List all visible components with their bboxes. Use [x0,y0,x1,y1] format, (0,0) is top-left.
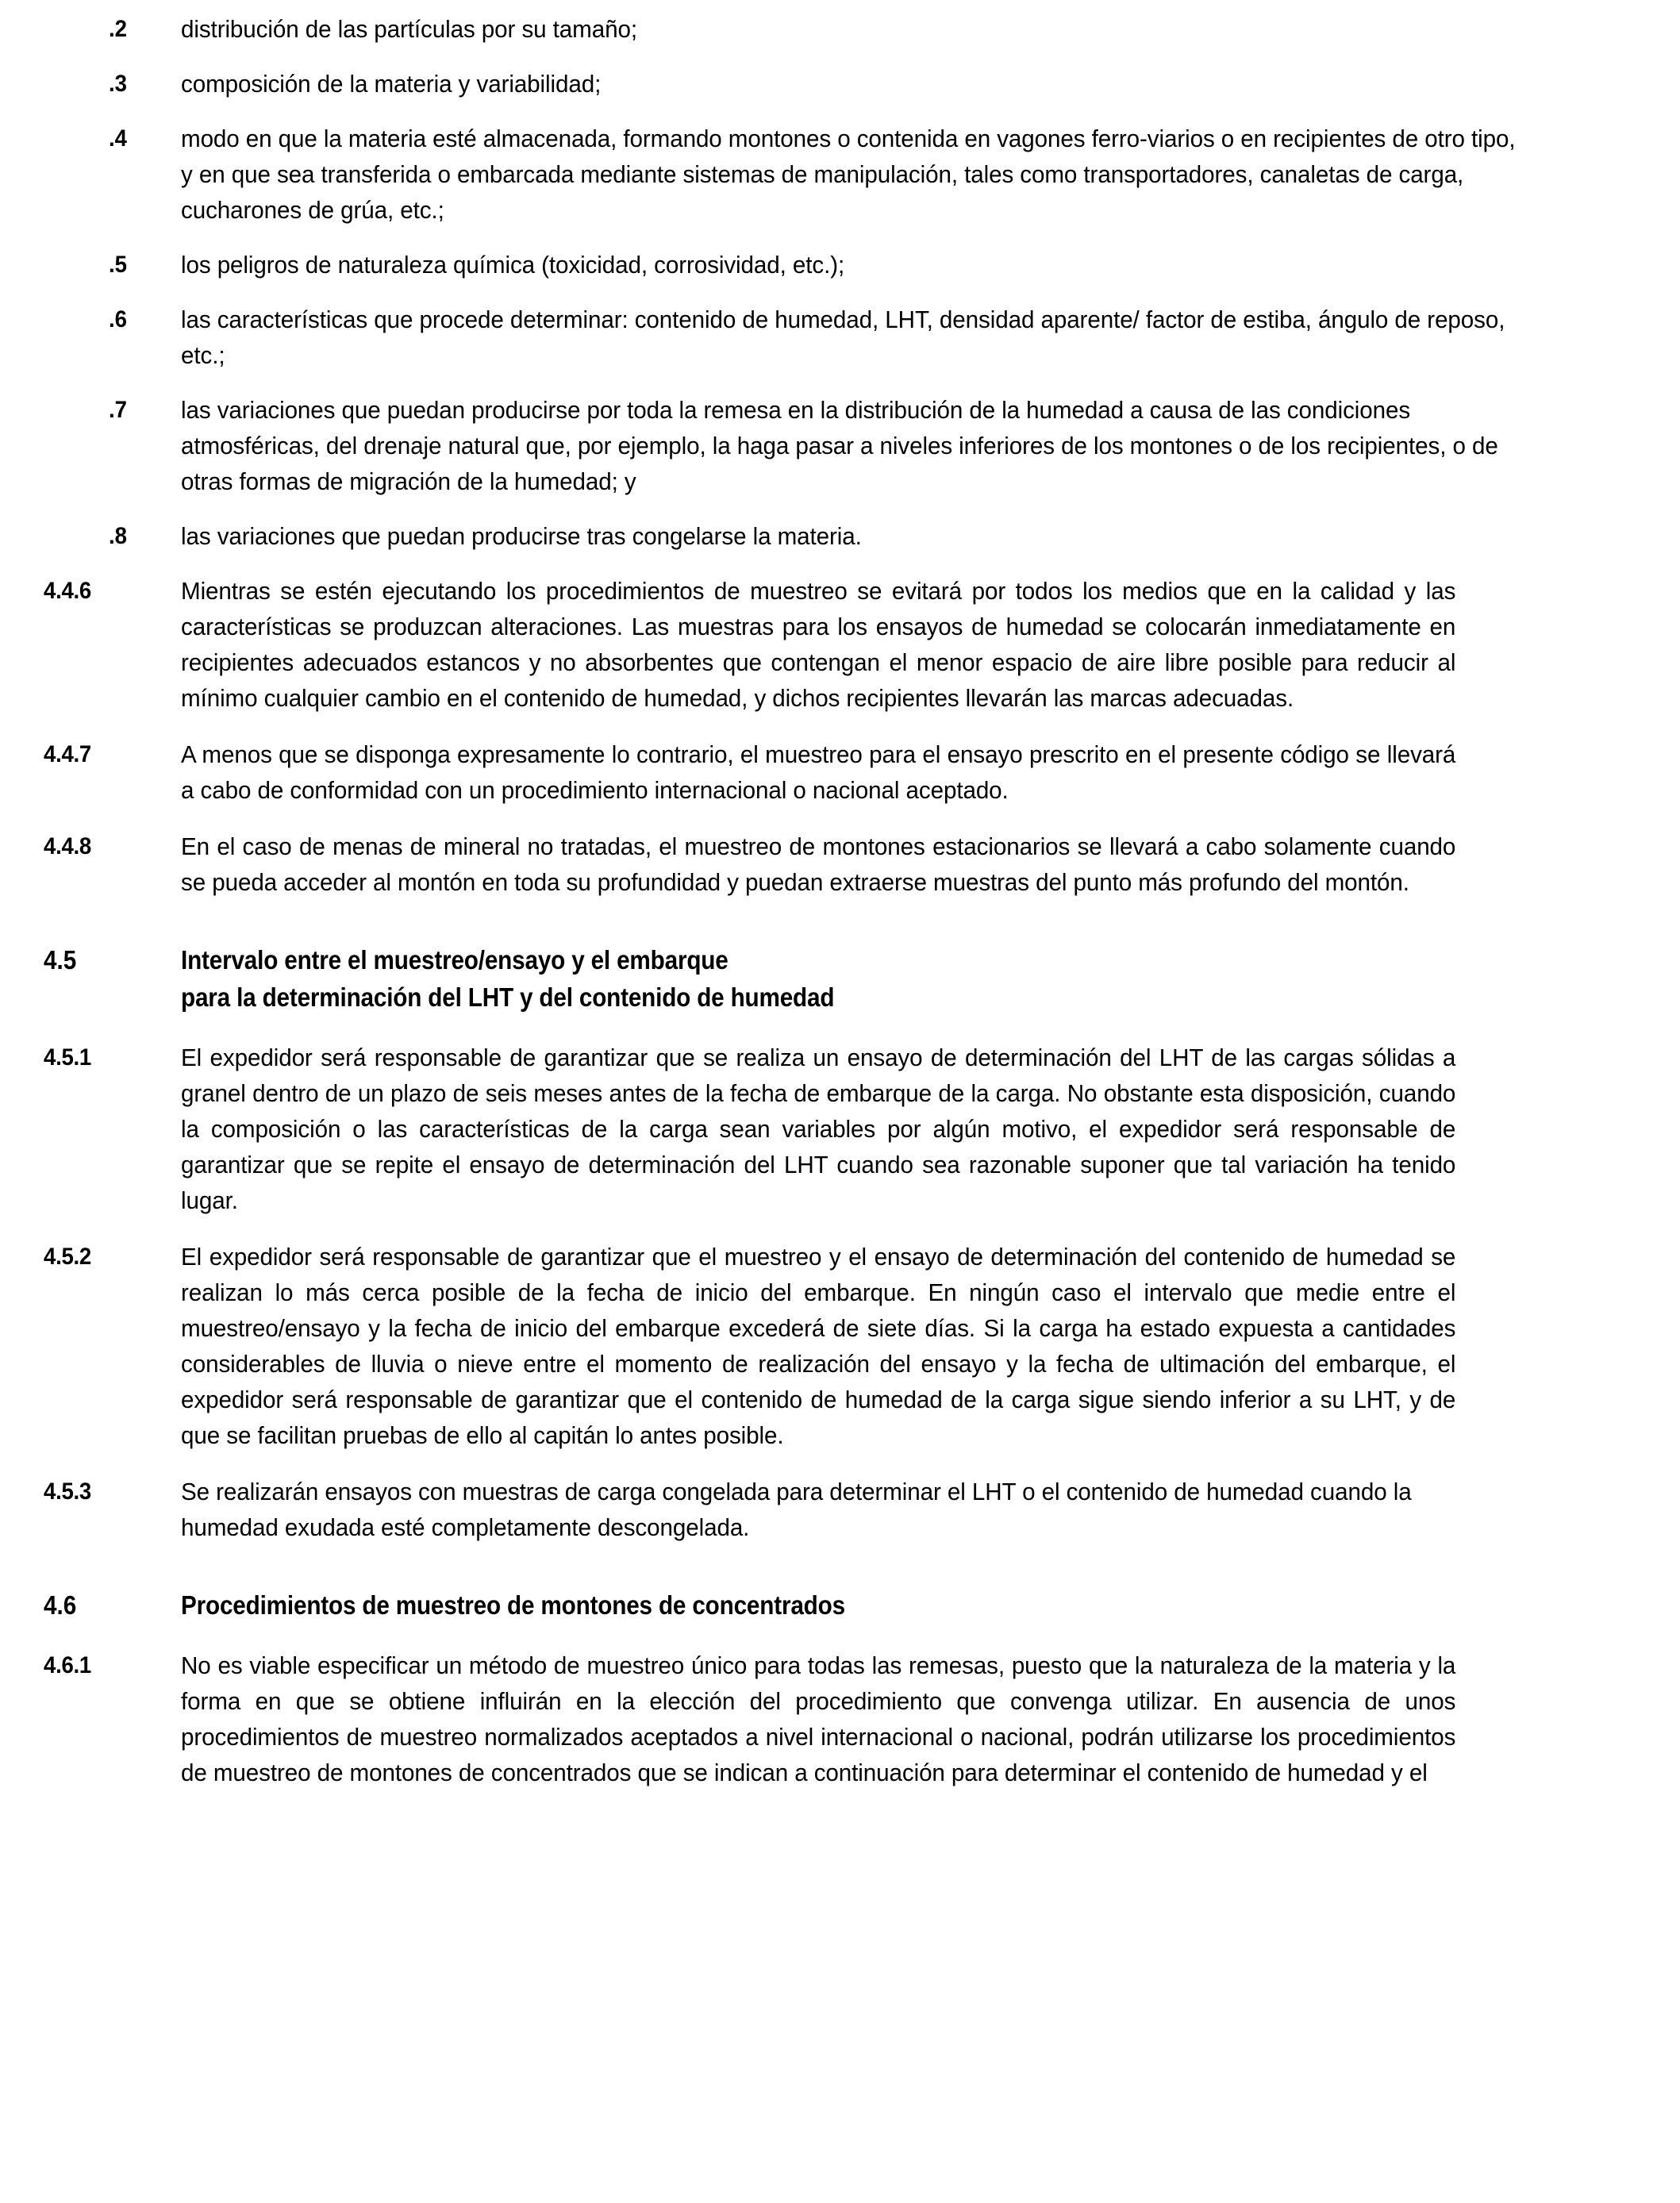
clause-text: El expedidor será responsable de garantizar que se realiza un ensayo de determinación del LHT de las cargas sólidas a granel dentro de un plazo de seis meses antes de la fecha de embarque de la carga. No obstante esta disposición, cuando la composición o las características de la carga sean variables por algún motivo, el expedidor será responsable de garantizar que se repite el ensayo de determinación del LHT cuando sea razonable suponer que tal variación ha tenido lugar. [181,1044,1456,1214]
list-item-marker: .6 [109,306,128,333]
section-heading-4-6 [44,1586,1516,1624]
list-item-text: modo en que la materia esté almacenada, formando montones o contenida en vagones ferro-viarios o en recipientes de otro tipo, y en que sea transferida o embarcada mediante sistemas de manipulación, tales como transportadores, canaletas de carga, cucharones de grúa, etc.; [181,125,1516,224]
section-title-line-1: Intervalo entre el muestreo/ensayo y el embarque [181,945,729,975]
list-item-text: los peligros de naturaleza química (toxicidad, corrosividad, etc.); [181,251,845,279]
clause-4-6-1 [44,1647,1516,1790]
list-item-marker: .8 [109,523,128,549]
clause-number: 4.5.1 [44,1044,92,1071]
list-item-text: las variaciones que puedan producirse por toda la remesa en la distribución de la humedad a causa de las condiciones atmosféricas, del drenaje natural que, por ejemplo, la haga pasar a niveles inferiores de los montones o de los recipientes, o de otras formas de migración de la humedad; y [181,396,1498,495]
list-item-text: las características que procede determinar: contenido de humedad, LHT, densidad aparente/ factor de estiba, ángulo de reposo, etc.; [181,306,1505,369]
list-item-text: distribución de las partículas por su tamaño; [181,15,637,43]
clause-number: 4.4.6 [44,578,92,604]
list-item [109,302,1581,373]
section-number: 4.6 [44,1590,77,1620]
list-item [109,247,1581,283]
list-item-marker: .7 [109,397,128,423]
clause-4-4-6 [44,573,1516,716]
list-item [109,11,1581,47]
clause-text: Se realizarán ensayos con muestras de carga congelada para determinar el LHT o el contenido de humedad cuando la humedad exudada esté completamente descongelada. [181,1478,1412,1541]
clause-4-5-1 [44,1040,1516,1218]
clause-number: 4.4.7 [44,741,92,767]
list-item-marker: .4 [109,125,128,152]
section-title [181,941,1382,1016]
clause-text: El expedidor será responsable de garantizar que el muestreo y el ensayo de determinación del contenido de humedad se realizan lo más cerca posible de la fecha de inicio del embarque. En ningún caso el intervalo que medie entre el muestreo/ensayo y la fecha de inicio del embarque excederá de siete días. Si la carga ha estado expuesta a cantidades considerables de lluvia o nieve entre el momento de realización del ensayo y la fecha de ultimación del embarque, el expedidor será responsable de garantizar que el contenido de humedad de la carga sigue siendo inferior a su LHT, y de que se facilitan pruebas de ello al capitán lo antes posible. [181,1243,1456,1449]
section-heading-4-5 [44,941,1516,1016]
clause-text: Mientras se estén ejecutando los procedimientos de muestreo se evitará por todos los medios que en la calidad y las características se produzcan alteraciones. Las muestras para los ensayos de humedad se colocarán inmediatamente en recipientes adecuados estancos y no absorbentes que contengan el menor espacio de aire libre posible para reducir al mínimo cualquier cambio en el contenido de humedad, y dichos recipientes llevarán las marcas adecuadas. [181,577,1456,712]
clause-text: A menos que se disponga expresamente lo contrario, el muestreo para el ensayo prescrito en el presente código se llevará a cabo de conformidad con un procedimiento internacional o nacional aceptado. [181,740,1456,804]
clause-number: 4.6.1 [44,1652,92,1678]
list-item [109,121,1581,228]
section-title-line-2: para la determinación del LHT y del contenido de humedad [181,982,835,1012]
list-item-marker: .5 [109,252,128,278]
clause-4-5-2 [44,1239,1516,1453]
section-title [181,1586,1382,1624]
clause-text: No es viable especificar un método de muestreo único para todas las remesas, puesto que la naturaleza de la materia y la forma en que se obtiene influirán en la elección del procedimiento que convenga utilizar. En ausencia de unos procedimientos de muestreo normalizados aceptados a nivel internacional o nacional, podrán utilizarse los procedimientos de muestreo de montones de concentrados que se indican a continuación para determinar el contenido de humedad y el [181,1651,1456,1786]
clause-number: 4.4.8 [44,833,92,859]
list-item-marker: .2 [109,16,128,42]
list-item [109,66,1581,102]
clause-4-4-8 [44,829,1516,900]
clause-number: 4.5.2 [44,1244,92,1270]
clause-4-5-3 [44,1474,1516,1545]
clause-text: En el caso de menas de mineral no tratadas, el muestreo de montones estacionarios se llevará a cabo solamente cuando se pueda acceder al montón en toda su profundidad y puedan extraerse muestras del punto más profundo del montón. [181,832,1456,896]
section-number: 4.5 [44,945,77,975]
list-item-text: las variaciones que puedan producirse tras congelarse la materia. [181,522,862,550]
list-item [109,392,1581,499]
page-content [44,11,1516,1811]
section-title-line-1: Procedimientos de muestreo de montones de concentrados [181,1590,845,1620]
clause-4-4-7 [44,736,1516,808]
list-item-marker: .3 [109,71,128,97]
clause-number: 4.5.3 [44,1478,92,1505]
list-item-text: composición de la materia y variabilidad; [181,70,602,98]
list-item [109,518,1581,554]
